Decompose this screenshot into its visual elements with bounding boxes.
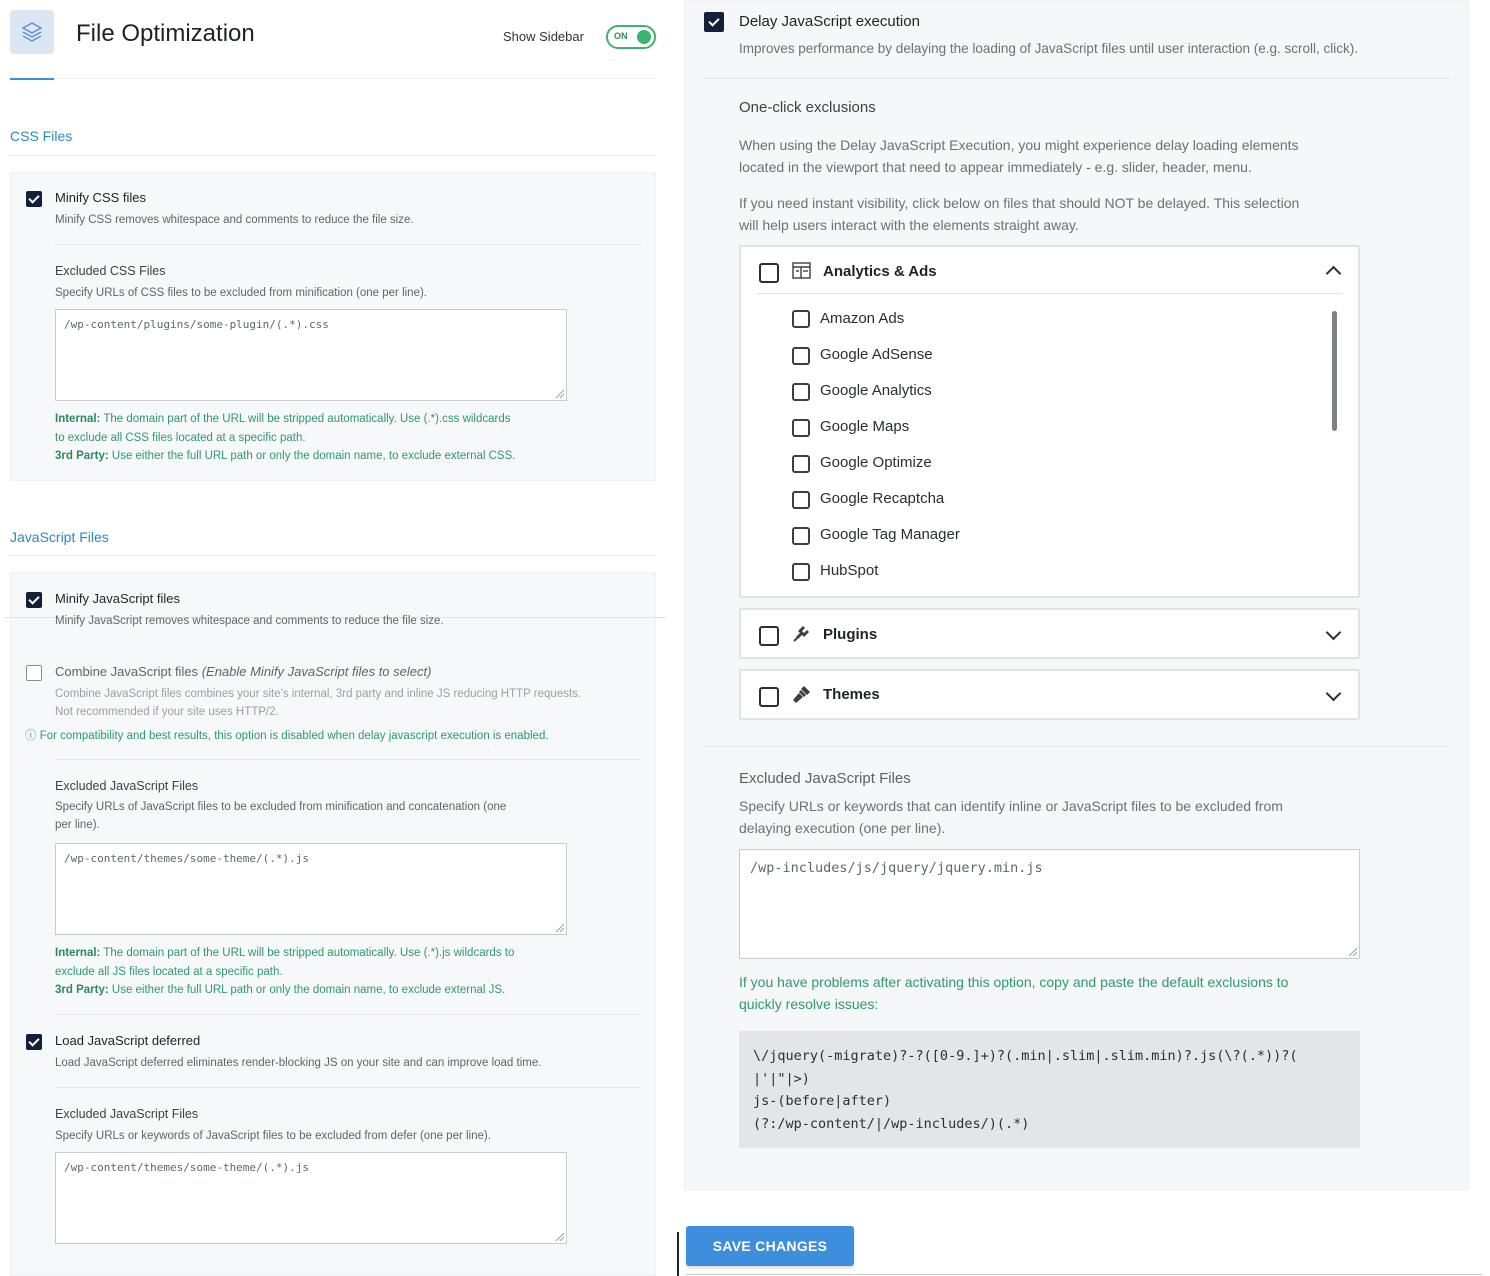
header-active-underline — [10, 78, 54, 80]
card-divider — [55, 244, 641, 245]
one-click-exclusions-title: One-click exclusions — [739, 99, 876, 116]
item-label-google-adsense: Google AdSense — [820, 346, 933, 363]
excluded-js-value: /wp-content/themes/some-theme/(.*).js — [64, 852, 310, 865]
item-checkbox-google-adsense[interactable] — [792, 347, 810, 365]
resize-grip-icon[interactable] — [1349, 948, 1357, 956]
item-label-google-optimize: Google Optimize — [820, 454, 932, 471]
plug-icon — [792, 624, 811, 648]
exclusions-paragraph-1 — [739, 134, 1299, 178]
combine-js-desc-2: Not recommended if your site uses HTTP/2. — [55, 706, 279, 718]
card-divider — [55, 1014, 641, 1015]
css-section-title: CSS Files — [10, 128, 73, 144]
item-checkbox-google-optimize[interactable] — [792, 455, 810, 473]
toggle-state-label: ON — [614, 31, 628, 41]
accordion-scrollbar[interactable] — [1332, 311, 1337, 431]
excluded-css-value: /wp-content/plugins/some-plugin/(.*).css — [64, 318, 329, 331]
excluded-js-description — [55, 798, 506, 834]
delay-help-line2: quickly resolve issues: — [739, 996, 879, 1012]
save-changes-button[interactable]: SAVE CHANGES — [686, 1226, 854, 1266]
toggle-knob — [637, 30, 651, 44]
default-exclusions-code: \/jquery(-migrate)?-?([0-9.]+)?(.min|.slim|.slim.min)?.js(\?(.*))?( |'|"|>) js-(before|after) (?:/wp-content/|/wp-includes/)(.*) — [739, 1031, 1360, 1148]
excluded-css-description: Specify URLs of CSS files to be excluded from minification (one per line). — [55, 287, 427, 299]
header-divider — [10, 78, 656, 79]
group-label-themes[interactable]: Themes — [823, 686, 880, 703]
combine-js-description — [55, 685, 581, 721]
defer-excluded-value: /wp-content/themes/some-theme/(.*).js — [64, 1161, 310, 1174]
css-section-divider — [10, 155, 656, 156]
item-label-amazon-ads: Amazon Ads — [820, 310, 905, 327]
card-divider — [55, 759, 641, 760]
delay-excluded-label: Excluded JavaScript Files — [739, 770, 911, 787]
show-sidebar-label: Show Sidebar — [503, 29, 584, 44]
note-internal-text-2: to exclude all CSS files located at a specific path. — [55, 431, 306, 444]
note-internal-text-1: The domain part of the URL will be stripped automatically. Use (.*).css wildcards — [103, 413, 511, 425]
panel-divider — [704, 746, 1451, 747]
note-internal-label: Internal: — [55, 413, 101, 425]
delay-excluded-desc-1: Specify URLs or keywords that can identify inline or JavaScript files to be excluded from — [739, 798, 1283, 814]
note-3rd-text: Use either the full URL path or only the domain name, to exclude external CSS. — [111, 450, 516, 462]
note-3rd-text: Use either the full URL path or only the domain name, to exclude external JS. — [111, 984, 506, 996]
exclusions-p2-line2: will help users interact with the elements straight away. — [739, 217, 1079, 233]
item-label-google-tag-manager: Google Tag Manager — [820, 526, 960, 543]
minify-css-label: Minify CSS files — [55, 190, 147, 205]
card-divider — [55, 1087, 641, 1088]
note-internal-text-1: The domain part of the URL will be stripped automatically. Use (.*).js wildcards to — [103, 947, 515, 959]
brush-icon — [792, 685, 811, 709]
defer-js-checkbox[interactable] — [26, 1034, 42, 1050]
excluded-js-textarea[interactable] — [55, 843, 567, 935]
js-exclusion-notes — [55, 944, 615, 1000]
exclusions-p1-line2: located in the viewport that need to appear immediately - e.g. slider, header, menu. — [739, 159, 1252, 175]
item-checkbox-amazon-ads[interactable] — [792, 310, 810, 328]
resize-grip-icon[interactable] — [556, 1233, 564, 1241]
group-label-plugins[interactable]: Plugins — [823, 626, 878, 643]
excluded-js-desc-2: per line). — [55, 819, 100, 831]
note-3rd-label: 3rd Party: — [55, 984, 109, 996]
excluded-js-desc-1: Specify URLs of JavaScript files to be excluded from minification and concatenation (one — [55, 801, 507, 813]
item-checkbox-hubspot[interactable] — [792, 563, 810, 581]
delay-js-label: Delay JavaScript execution — [739, 13, 920, 30]
js-section-divider — [10, 555, 656, 556]
group-checkbox-themes[interactable] — [759, 687, 779, 707]
defer-js-description: Load JavaScript deferred eliminates render-blocking JS on your site and can improve load time. — [55, 1057, 542, 1069]
minify-css-checkbox[interactable] — [26, 191, 42, 207]
text-cursor — [677, 1232, 679, 1276]
item-checkbox-google-analytics[interactable] — [792, 383, 810, 401]
combine-js-checkbox[interactable] — [26, 665, 42, 681]
panel-divider — [704, 78, 1451, 79]
combine-js-label-text: Combine JavaScript files — [55, 664, 199, 679]
js-section-title: JavaScript Files — [10, 529, 109, 545]
item-checkbox-google-maps[interactable] — [792, 419, 810, 437]
delay-excluded-textarea[interactable] — [739, 849, 1360, 959]
accordion-divider — [757, 293, 1342, 294]
exclusions-paragraph-2 — [739, 192, 1299, 236]
defer-excluded-description: Specify URLs or keywords of JavaScript files to be excluded from defer (one per line). — [55, 1130, 491, 1142]
minify-js-checkbox[interactable] — [26, 592, 42, 608]
delay-help-line1: If you have problems after activating this option, copy and paste the default exclusions to — [739, 974, 1289, 990]
item-checkbox-google-recaptcha[interactable] — [792, 491, 810, 509]
excluded-js-label: Excluded JavaScript Files — [55, 779, 199, 793]
excluded-css-textarea[interactable] — [55, 309, 567, 401]
note-internal-label: Internal: — [55, 947, 101, 959]
delay-js-description: Improves performance by delaying the loading of JavaScript files until user interaction (e.g. scroll, click). — [739, 41, 1359, 56]
resize-grip-icon[interactable] — [556, 390, 564, 398]
delay-help-text — [739, 971, 1288, 1015]
css-exclusion-notes — [55, 410, 615, 466]
group-checkbox-analytics-ads[interactable] — [759, 263, 779, 283]
delay-excluded-value: /wp-includes/js/jquery/jquery.min.js — [750, 860, 1043, 876]
item-checkbox-google-tag-manager[interactable] — [792, 527, 810, 545]
info-icon: ⓘ — [25, 730, 37, 742]
defer-excluded-textarea[interactable] — [55, 1152, 567, 1244]
minify-css-description: Minify CSS removes whitespace and comments to reduce the file size. — [55, 214, 414, 226]
item-label-hubspot: HubSpot — [820, 562, 879, 579]
item-label-google-analytics: Google Analytics — [820, 382, 932, 399]
note-internal-text-2: exclude all JS files located at a specific path. — [55, 965, 283, 978]
combine-js-label — [55, 664, 431, 679]
bottom-border — [686, 1274, 1482, 1275]
group-label-analytics-ads[interactable]: Analytics & Ads — [823, 263, 937, 280]
exclusions-p1-line1: When using the Delay JavaScript Execution, you might experience delay loading elements — [739, 137, 1299, 153]
combine-js-desc-1: Combine JavaScript files combines your site's internal, 3rd party and inline JS reducing HTTP requests. — [55, 688, 582, 700]
delay-excluded-desc-2: delaying execution (one per line). — [739, 820, 946, 836]
layers-icon — [10, 10, 54, 54]
note-3rd-label: 3rd Party: — [55, 450, 109, 462]
show-sidebar-toggle[interactable] — [606, 25, 656, 49]
minify-js-label: Minify JavaScript files — [55, 591, 180, 606]
minify-js-description: Minify JavaScript removes whitespace and comments to reduce the file size. — [55, 615, 444, 627]
page-title: File Optimization — [76, 20, 255, 47]
combine-js-info — [25, 727, 549, 746]
delay-excluded-description — [739, 795, 1283, 839]
combine-js-info-text: For compatibility and best results, this option is disabled when delay javascript execution is enabled. — [39, 730, 549, 742]
group-checkbox-plugins[interactable] — [759, 626, 779, 646]
item-label-google-maps: Google Maps — [820, 418, 910, 435]
excluded-css-label: Excluded CSS Files — [55, 264, 166, 278]
exclusions-p2-line1: If you need instant visibility, click below on files that should NOT be delayed. This selection — [739, 195, 1300, 211]
analytics-icon — [792, 262, 811, 284]
combine-js-hint: (Enable Minify JavaScript files to select) — [201, 664, 432, 679]
delay-js-checkbox[interactable] — [704, 12, 724, 32]
defer-js-label: Load JavaScript deferred — [55, 1033, 201, 1048]
item-label-google-recaptcha: Google Recaptcha — [820, 490, 945, 507]
defer-excluded-label: Excluded JavaScript Files — [55, 1107, 199, 1121]
resize-grip-icon[interactable] — [556, 924, 564, 932]
